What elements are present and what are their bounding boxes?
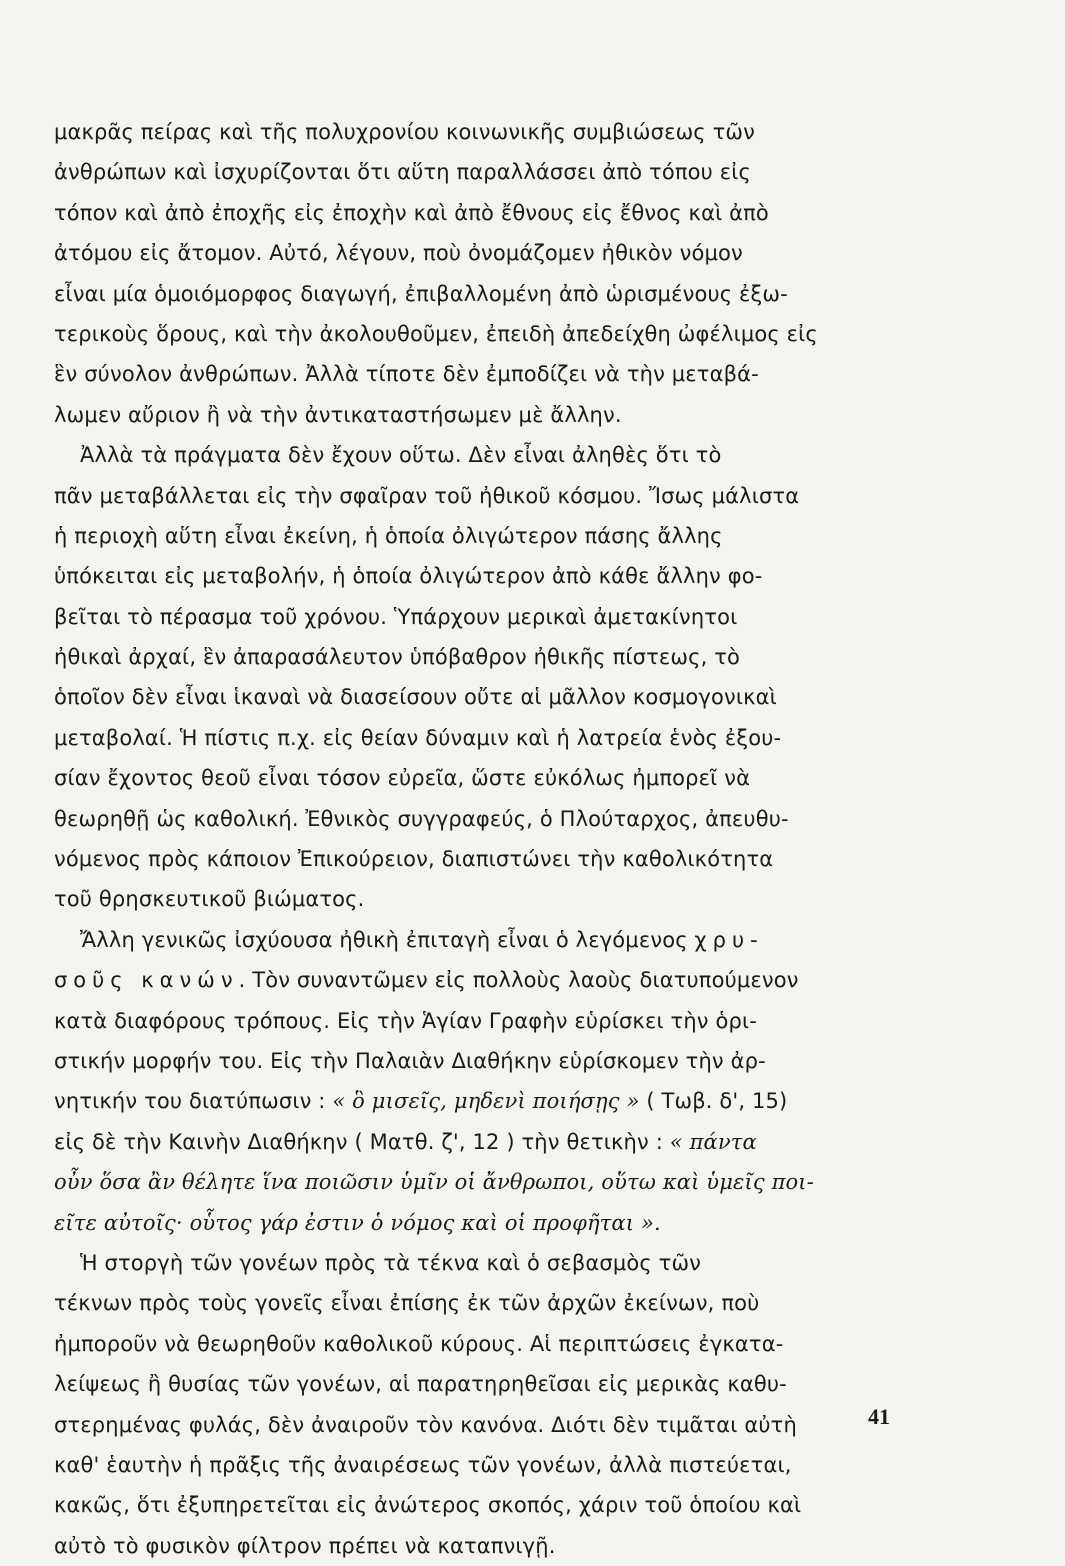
text-line — [54, 1122, 894, 1162]
text-line: στερημένας φυλάς, δὲν ἀναιροῦν τὸν κανόνα. Διότι δὲν τιμᾶται αὐτὴ — [54, 1412, 797, 1437]
text-line: κατὰ διαφόρους τρόπους. Εἰς τὴν Ἁγίαν Γραφὴν εὑρίσκει τὴν ὁρι- — [54, 1008, 757, 1033]
line-text: . Τὸν συναντῶμεν εἰς πολλοὺς λαοὺς διατυπούμενον — [238, 968, 799, 993]
line-text: εἰς δὲ τὴν Καινὴν Διαθήκην ( Ματθ. ζ', 12 ) τὴν θετικὴν : — [54, 1129, 663, 1154]
text-line — [54, 960, 894, 1000]
text-line: ὑπόκειται εἰς μεταβολήν, ἡ ὁποία ὀλιγώτερον ἀπὸ κάθε ἄλλην φο- — [54, 564, 763, 589]
line-text: νητικήν του διατύπωσιν : — [54, 1089, 326, 1114]
text-line: θεωρηθῇ ὡς καθολική. Ἐθνικὸς συγγραφεύς, ὁ Πλούταρχος, ἀπευθυ- — [54, 806, 789, 831]
line-text: Ἄλλη γενικῶς ἰσχύουσα ἠθικὴ ἐπιταγὴ εἶναι ὁ λεγόμενος — [80, 927, 688, 952]
paragraph-start-line — [54, 920, 894, 960]
quotation-line: εῖτε αὐτοῖς· οὗτος γάρ ἐστιν ὁ νόμος καὶ οἱ προφῆται ». — [54, 1210, 661, 1235]
quotation: « πάντα — [669, 1129, 757, 1154]
text-line: καθ' ἑαυτὴν ἡ πρᾶξις τῆς ἀναιρέσεως τῶν γονέων, ἀλλὰ πιστεύεται, — [54, 1452, 792, 1477]
text-line — [54, 1081, 894, 1121]
text-line: ἠμποροῦν νὰ θεωρηθοῦν καθολικοῦ κύρους. Αἱ περιπτώσεις ἐγκατα- — [54, 1331, 784, 1356]
text-line: μακρᾶς πείρας καὶ τῆς πολυχρονίου κοινωνικῆς συμβιώσεως τῶν — [54, 120, 756, 144]
text-line: εἶναι μία ὁμοιόμορφος διαγωγή, ἐπιβαλλομένη ἀπὸ ὡρισμένους ἐξω- — [54, 281, 788, 306]
text-line: τέκνων πρὸς τοὺς γονεῖς εἶναι ἐπίσης ἐκ τῶν ἀρχῶν ἐκείνων, ποὺ — [54, 1291, 760, 1316]
text-line: πᾶν μεταβάλλεται εἰς τὴν σφαῖραν τοῦ ἠθικοῦ κόσμου. Ἴσως μάλιστα — [54, 483, 800, 508]
text-line: ἡ περιοχὴ αὕτη εἶναι ἐκείνη, ἡ ὁποία ὀλιγώτερον πάσης ἄλλης — [54, 523, 723, 548]
text-line: λωμεν αὔριον ἢ νὰ τὴν ἀντικαταστήσωμεν μὲ ἄλλην. — [54, 402, 622, 427]
text-line: σίαν ἔχοντος θεοῦ εἶναι τόσον εὐρεῖα, ὥστε εὐκόλως ἠμπορεῖ νὰ — [54, 766, 751, 791]
text-line: ἓν σύνολον ἀνθρώπων. Ἀλλὰ τίποτε δὲν ἐμποδίζει νὰ τὴν μεταβά- — [54, 362, 759, 387]
text-line: νόμενος πρὸς κάποιον Ἐπικούρειον, διαπιστώνει τὴν καθολικότητα — [54, 847, 774, 872]
body-text — [54, 112, 894, 1566]
text-line: ἀνθρώπων καὶ ἰσχυρίζονται ὅτι αὕτη παραλλάσσει ἀπὸ τόπου εἰς — [54, 160, 751, 185]
text-line: λείψεως ἢ θυσίας τῶν γονέων, αἱ παρατηρηθεῖσαι εἰς μερικὰς καθυ- — [54, 1372, 787, 1397]
text-line: τόπον καὶ ἀπὸ ἐποχῆς εἰς ἐποχὴν καὶ ἀπὸ ἔθνους εἰς ἔθνος καὶ ἀπὸ — [54, 200, 769, 225]
text-line: στικήν μορφήν του. Εἰς τὴν Παλαιὰν Διαθήκην εὑρίσκομεν τὴν ἀρ- — [54, 1048, 766, 1073]
text-line: τοῦ θρησκευτικοῦ βιώματος. — [54, 887, 365, 912]
spaced-term: χρυ- — [694, 927, 764, 952]
text-line: ὁποῖον δὲν εἶναι ἱκαναὶ νὰ διασείσουν οὔτε αἱ μᾶλλον κοσμογονικαὶ — [54, 685, 777, 710]
paragraph-start-line: Ἡ στοργὴ τῶν γονέων πρὸς τὰ τέκνα καὶ ὁ σεβασμὸς τῶν — [80, 1250, 702, 1275]
paragraph-start-line: Ἀλλὰ τὰ πράγματα δὲν ἔχουν οὕτω. Δὲν εἶναι ἀληθὲς ὅτι τὸ — [80, 443, 722, 468]
text-line: ἠθικαὶ ἀρχαί, ἓν ἀπαρασάλευτον ὑπόβαθρον ἠθικῆς πίστεως, τὸ — [54, 645, 741, 670]
quotation-line: οὖν ὅσα ἂν θέλητε ἵνα ποιῶσιν ὑμῖν οἱ ἄνθρωποι, οὕτω καὶ ὑμεῖς ποι- — [54, 1170, 814, 1195]
text-line: τερικοὺς ὅρους, καὶ τὴν ἀκολουθοῦμεν, ἐπειδὴ ἀπεδείχθη ὠφέλιμος εἰς — [54, 321, 818, 346]
citation: ( Τωβ. δ', 15) — [646, 1089, 788, 1114]
quotation: « ὃ μισεῖς, μηδενὶ ποιήσῃς » — [332, 1089, 640, 1114]
text-line: κακῶς, ὅτι ἐξυπηρετεῖται εἰς ἀνώτερος σκοπός, χάριν τοῦ ὁποίου καὶ — [54, 1493, 802, 1518]
text-line: μεταβολαί. Ἡ πίστις π.χ. εἰς θείαν δύναμιν καὶ ἡ λατρεία ἑνὸς ἐξου- — [54, 725, 782, 750]
text-line: βεῖται τὸ πέρασμα τοῦ χρόνου. Ὑπάρχουν μερικαὶ ἀμετακίνητοι — [54, 604, 738, 629]
text-line: αὐτὸ τὸ φυσικὸν φίλτρον πρέπει νὰ καταπνιγῇ. — [54, 1533, 556, 1558]
page-number: 41 — [868, 1404, 890, 1429]
text-line: ἀτόμου εἰς ἄτομον. Αὐτό, λέγουν, ποὺ ὀνομάζομεν ἠθικὸν νόμον — [54, 241, 743, 266]
spaced-term: σοῦς κανών — [54, 968, 239, 993]
